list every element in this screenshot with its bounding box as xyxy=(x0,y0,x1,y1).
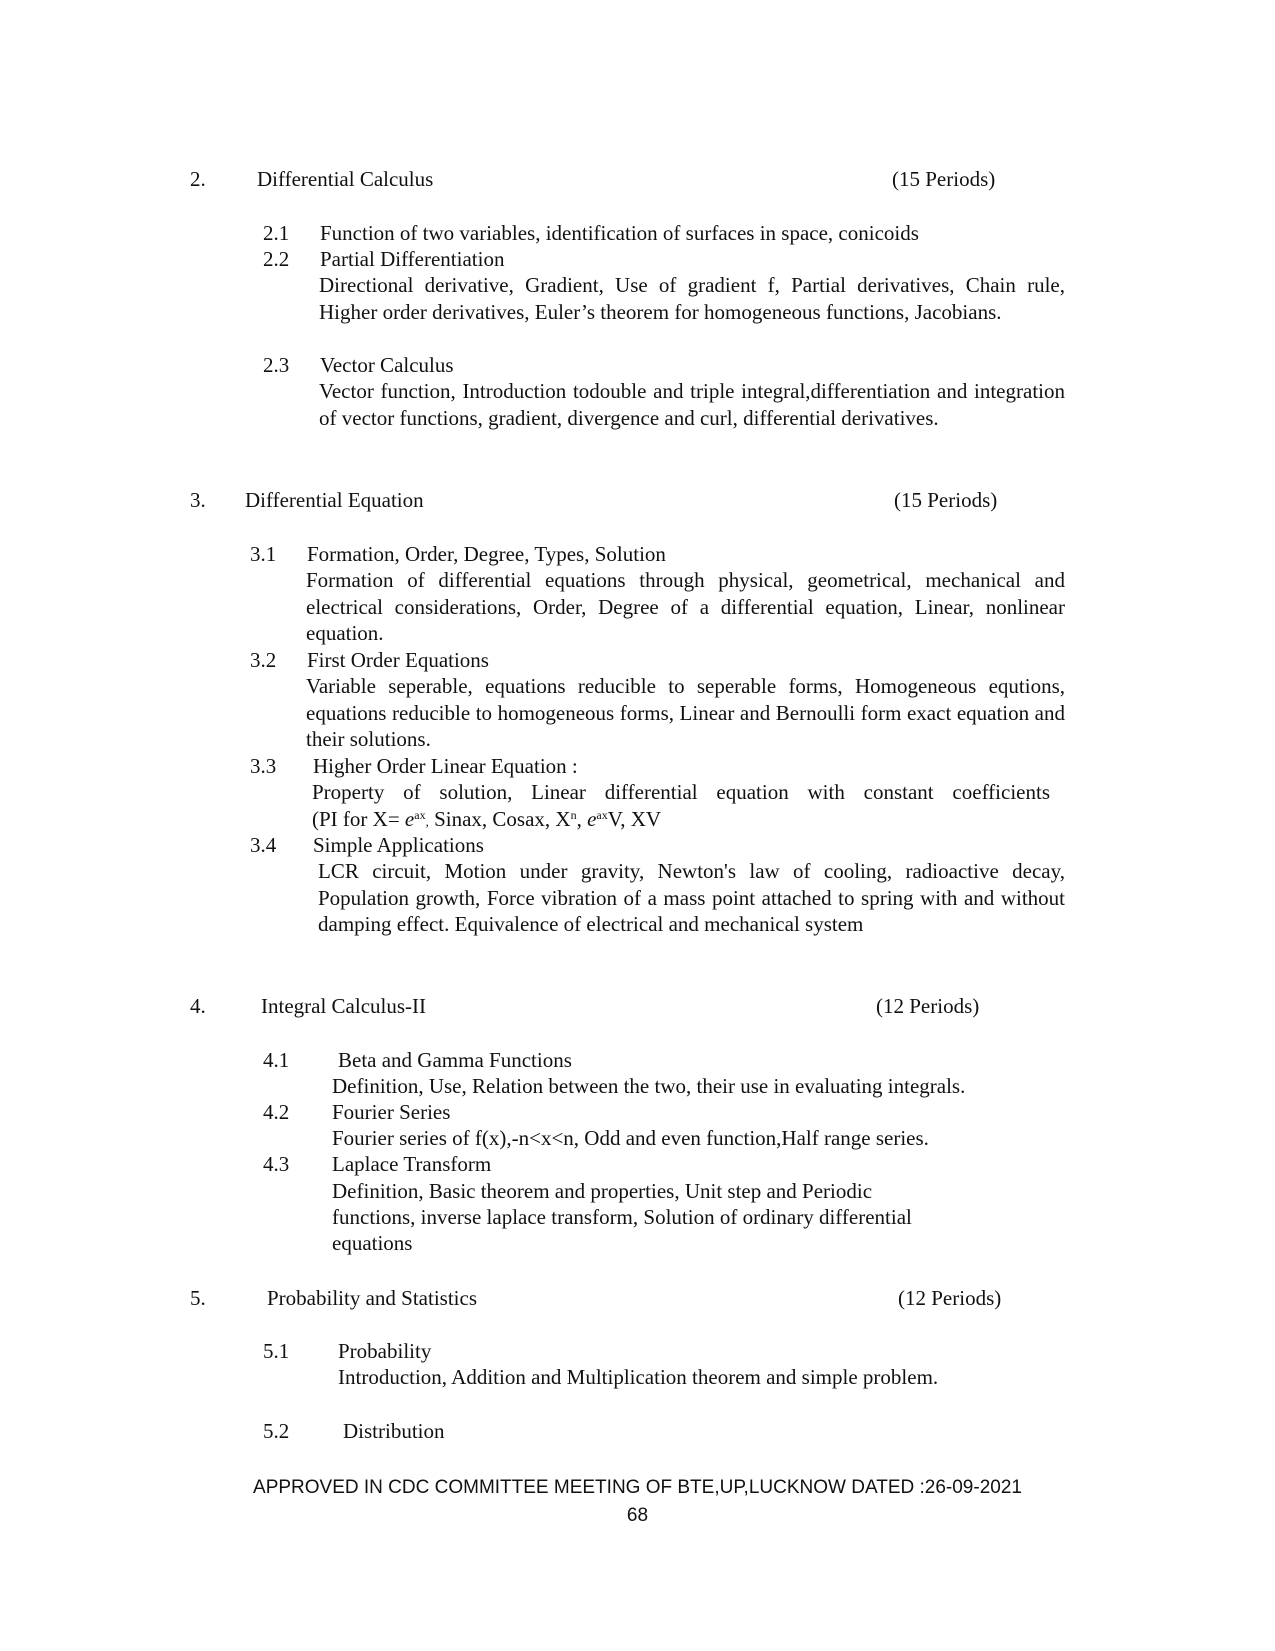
subsection-title: Formation, Order, Degree, Types, Solution xyxy=(307,542,666,566)
subsection-body: Vector function, Introduction todouble and triple integral,differentiation and integration of vector functions, gradient, divergence and curl, differential derivatives. xyxy=(319,379,1065,430)
section-number: 5. xyxy=(190,1286,206,1310)
subsection-title: Fourier Series xyxy=(332,1100,451,1124)
section-periods: (12 Periods) xyxy=(876,994,980,1018)
footer-approval-note: APPROVED IN CDC COMMITTEE MEETING OF BTE,UP,LUCKNOW DATED :26-09-2021 xyxy=(253,1477,1022,1498)
subsection-title: First Order Equations xyxy=(307,648,489,672)
subsection-number: 3.2 xyxy=(250,648,277,672)
subsection-title: Distribution xyxy=(343,1419,445,1443)
page-number: 68 xyxy=(626,1505,649,1526)
subsection-body: Introduction, Addition and Multiplication theorem and simple problem. xyxy=(338,1365,939,1389)
section-title: Probability and Statistics xyxy=(267,1286,477,1310)
subsection-number: 5.2 xyxy=(263,1419,290,1443)
subsection-number: 3.1 xyxy=(250,542,277,566)
section-title: Differential Equation xyxy=(245,488,424,512)
subsection-number: 3.3 xyxy=(250,754,277,778)
subsection-title: Higher Order Linear Equation : xyxy=(313,754,578,778)
particular-integral-line: (PI for $X= e^{ax}$, Sinax, Cosax, $X^n$, $e^{ax}V$, XV xyxy=(312,807,662,831)
subsection-body-line: equations xyxy=(332,1231,413,1255)
subsection-body-line: functions, inverse laplace transform, Solution of ordinary differential xyxy=(332,1205,912,1229)
subsection-title: Vector Calculus xyxy=(320,353,454,377)
section-periods: (12 Periods) xyxy=(898,1286,1002,1310)
subsection-number: 4.2 xyxy=(263,1100,290,1124)
subsection-number: 2.1 xyxy=(263,221,290,245)
subsection-number: 4.1 xyxy=(263,1048,290,1072)
section-periods: (15 Periods) xyxy=(892,167,996,191)
subsection-number: 5.1 xyxy=(263,1339,290,1363)
subsection-body-line: Definition, Basic theorem and properties, Unit step and Periodic xyxy=(332,1179,873,1203)
section-number: 3. xyxy=(190,488,206,512)
section-title: Integral Calculus-II xyxy=(261,994,427,1018)
subsection-title: Simple Applications xyxy=(313,833,484,857)
subsection-body: Directional derivative, Gradient, Use of gradient f, Partial derivatives, Chain rule, Higher order derivatives, Euler’s theorem for homogeneous functions, Jacobians. xyxy=(319,273,1065,324)
section-title: Differential Calculus xyxy=(257,167,434,191)
subsection-title: Function of two variables, identification of surfaces in space, conicoids xyxy=(320,221,919,245)
subsection-title: Partial Differentiation xyxy=(320,247,505,271)
section-number: 2. xyxy=(190,167,206,191)
subsection-body: Fourier series of f(x),-n<x<n, Odd and even function,Half range series. xyxy=(332,1126,929,1150)
subsection-number: 4.3 xyxy=(263,1152,290,1176)
subsection-body: Property of solution, Linear differential equation with constant coefficients xyxy=(312,780,1050,804)
section-periods: (15 Periods) xyxy=(894,488,998,512)
subsection-body: Definition, Use, Relation between the two, their use in evaluating integrals. xyxy=(332,1074,966,1098)
subsection-body: Variable seperable, equations reducible to seperable forms, Homogeneous equtions, equations reducible to homogeneous forms, Linear and Bernoulli form exact equation and their solutions. xyxy=(306,674,1065,751)
subsection-body: LCR circuit, Motion under gravity, Newton's law of cooling, radioactive decay, Population growth, Force vibration of a mass point attached to spring with and without damping effect. Equivalence of electrical and mechanical system xyxy=(318,859,1065,936)
subsection-number: 2.2 xyxy=(263,247,290,271)
subsection-title: Laplace Transform xyxy=(332,1152,492,1176)
section-number: 4. xyxy=(190,994,206,1018)
subsection-title: Beta and Gamma Functions xyxy=(338,1048,572,1072)
subsection-number: 3.4 xyxy=(250,833,277,857)
subsection-number: 2.3 xyxy=(263,353,290,377)
subsection-body: Formation of differential equations through physical, geometrical, mechanical and electrical considerations, Order, Degree of a differential equation, Linear, nonlinear equation. xyxy=(306,568,1065,645)
subsection-title: Probability xyxy=(338,1339,432,1363)
